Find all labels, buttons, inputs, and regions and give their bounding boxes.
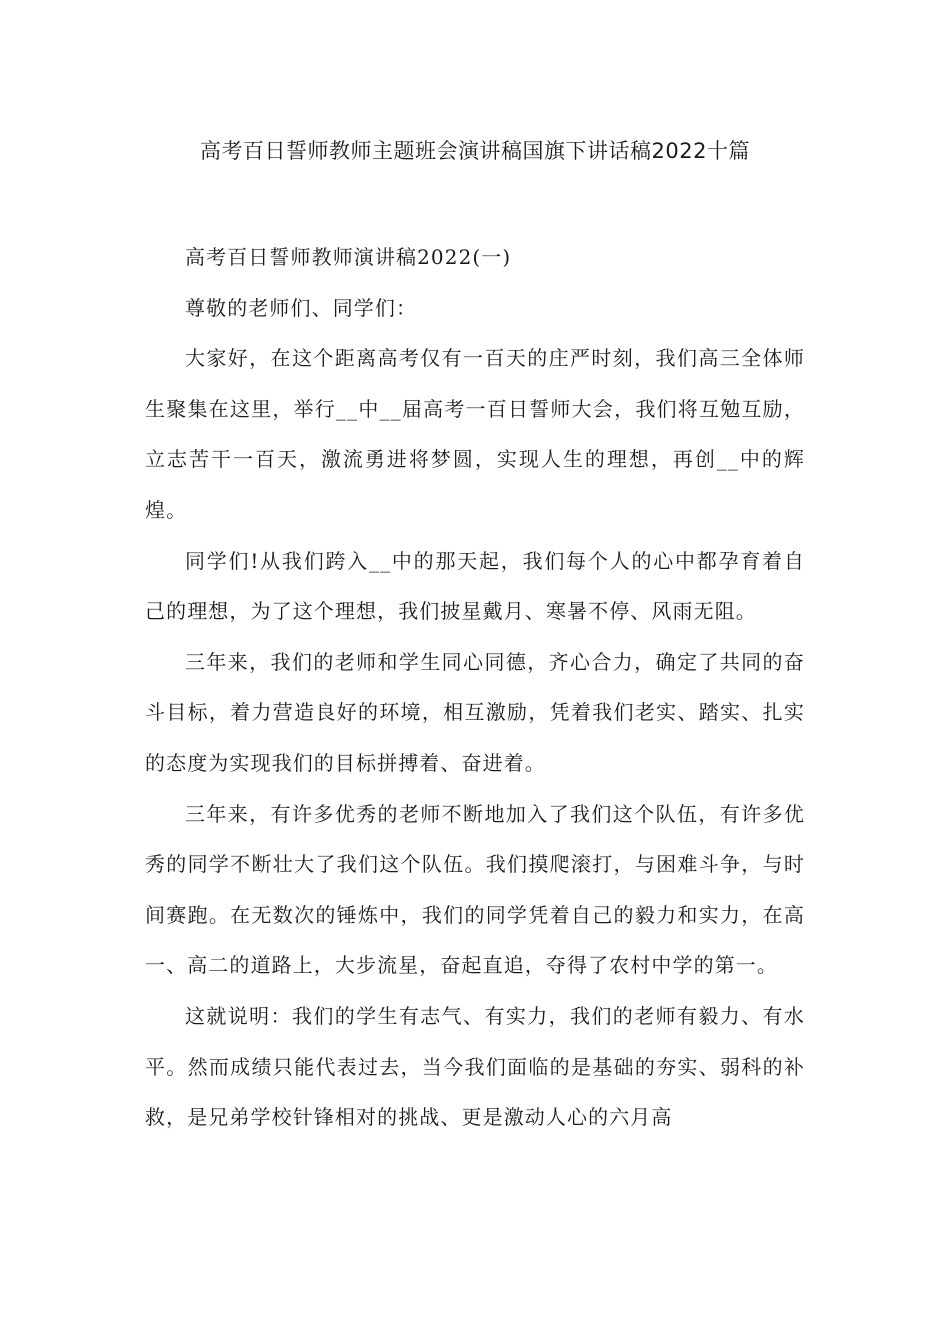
paragraph: 这就说明：我们的学生有志气、有实力，我们的老师有毅力、有水平。然而成绩只能代表过去，当今我们面临的是基础的夯实、弱科的补救，是兄弟学校针锋相对的挑战、更是激动人心的六月高 xyxy=(145,1003,805,1130)
salutation: 尊敬的老师们、同学们： xyxy=(185,295,418,320)
paragraph: 同学们!从我们跨入__中的那天起，我们每个人的心中都孕育着自己的理想，为了这个理想，我们披星戴月、寒暑不停、风雨无阻。 xyxy=(145,548,805,624)
paragraph: 三年来，有许多优秀的老师不断地加入了我们这个队伍，有许多优秀的同学不断壮大了我们这个队伍。我们摸爬滚打，与困难斗争，与时间赛跑。在无数次的锤炼中，我们的同学凭着自己的毅力和实力，在高一、高二的道路上，大步流星，奋起直追，夺得了农村中学的第一。 xyxy=(145,801,805,978)
section-heading: 高考百日誓师教师演讲稿2022(一) xyxy=(185,245,512,269)
document-body xyxy=(145,232,805,1143)
paragraph: 三年来，我们的老师和学生同心同德，齐心合力，确定了共同的奋斗目标，着力营造良好的环境，相互激励，凭着我们老实、踏实、扎实的态度为实现我们的目标拼搏着、奋进着。 xyxy=(145,649,805,775)
paragraph: 大家好，在这个距离高考仅有一百天的庄严时刻，我们高三全体师生聚集在这里，举行__中__届高考一百日誓师大会，我们将互勉互励，立志苦干一百天，激流勇进将梦圆，实现人生的理想，再创__中的辉煌。 xyxy=(145,346,805,522)
document-title: 高考百日誓师教师主题班会演讲稿国旗下讲话稿2022十篇 xyxy=(200,139,750,163)
